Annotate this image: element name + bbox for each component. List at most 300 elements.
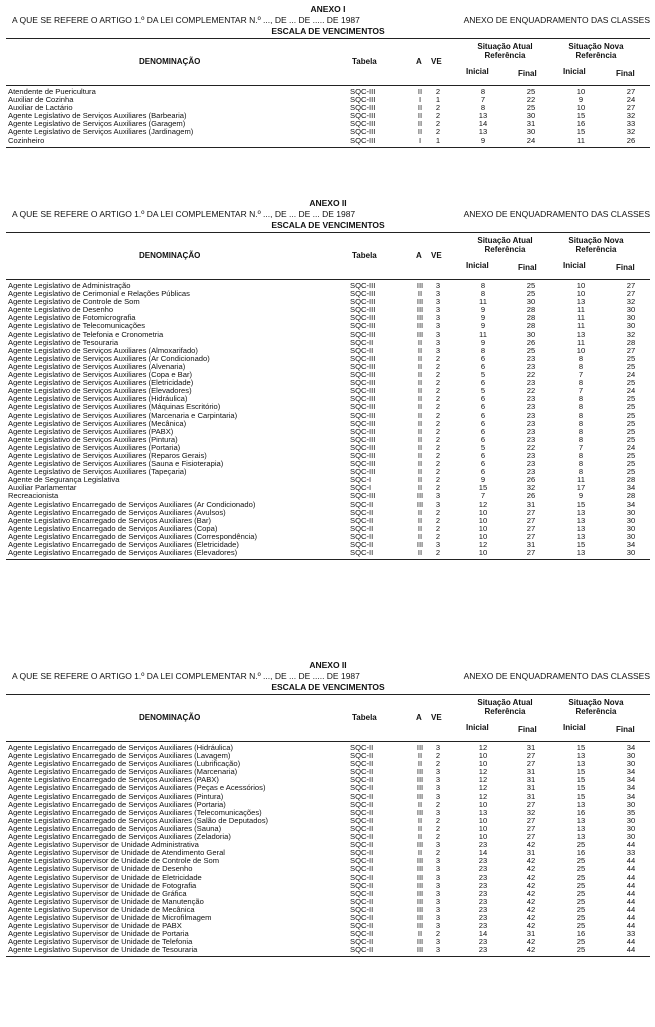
denominacao-cell: Agente Legislativo Encarregado de Serviços Auxiliares (Peças e Acessórios) [8, 783, 266, 793]
tabela-cell: SQC-II [350, 896, 374, 906]
atual-final-cell: 28 [526, 305, 536, 315]
tabela-cell: SQC-II [350, 799, 374, 809]
ve-cell: 2 [435, 361, 441, 371]
a-cell: III [416, 499, 424, 509]
atual-inicial-cell: 6 [480, 378, 486, 388]
atual-inicial-cell: 10 [478, 548, 488, 558]
enquadramento-title: ANEXO DE ENQUADRAMENTO DAS CLASSES [463, 209, 650, 219]
denominacao-cell: Agente Legislativo de Serviços Auxiliares (Ar Condicionado) [8, 353, 210, 363]
denominacao-cell: Agente Legislativo de Serviços Auxiliares (Barbearia) [8, 111, 187, 121]
atual-inicial-cell: 12 [478, 499, 488, 509]
ve-cell: 2 [435, 370, 441, 380]
nova-inicial-cell: 15 [576, 743, 586, 752]
nova-final-cell: 25 [626, 402, 636, 412]
situacao-nova-label: Situação Nova [568, 236, 624, 245]
denominacao-cell: Auxiliar de Cozinha [8, 95, 74, 105]
nova-inicial-cell: 7 [578, 370, 584, 380]
tabela-cell: SQC-III [350, 103, 376, 113]
atual-final-cell: 32 [526, 807, 536, 817]
a-cell: III [416, 921, 424, 931]
nova-final-cell: 44 [626, 840, 636, 850]
ve-cell: 2 [435, 111, 441, 121]
nova-inicial-cell: 8 [578, 434, 584, 444]
denominacao-cell: Agente Legislativo Encarregado de Serviços Auxiliares (Pintura) [8, 791, 224, 801]
nova-final-cell: 30 [626, 799, 636, 809]
nova-inicial-cell: 8 [578, 426, 584, 436]
tabela-cell: SQC-II [350, 872, 374, 882]
ve-cell: 2 [435, 378, 441, 388]
denominacao-cell: Agente Legislativo Encarregado de Serviços Auxiliares (Marcenaria) [8, 767, 238, 777]
denominacao-cell: Agente Legislativo de Serviços Auxiliares (Eletricidade) [8, 378, 194, 388]
denominacao-cell: Agente Legislativo Supervisor de Unidade de Telefonia [8, 937, 193, 947]
denominacao-cell: Agente Legislativo de Serviços Auxiliares (Almoxarifado) [8, 345, 198, 355]
atual-final-cell: 31 [526, 119, 536, 129]
denominacao-cell: Agente Legislativo Encarregado de Serviços Auxiliares (Avulsos) [8, 507, 226, 517]
denominacao-cell: Agente Legislativo de Serviços Auxiliares (Jardinagem) [8, 127, 194, 137]
ve-cell: 2 [435, 815, 441, 825]
denominacao-cell: Agente Legislativo de Telefonia e Cronometria [8, 329, 164, 339]
ve-cell: 2 [435, 386, 441, 396]
enquadramento-title: ANEXO DE ENQUADRAMENTO DAS CLASSES [463, 15, 650, 25]
atual-inicial-cell: 12 [478, 743, 488, 752]
denominacao-cell: Agente Legislativo de Serviços Auxiliares (PABX) [8, 426, 174, 436]
atual-inicial-cell: 9 [480, 313, 486, 323]
a-cell: II [417, 426, 423, 436]
tabela-cell: SQC-III [350, 410, 376, 420]
atual-inicial-cell: 5 [480, 386, 486, 396]
atual-final-cell: 42 [526, 864, 536, 874]
nova-final-cell: 25 [626, 353, 636, 363]
table-row [6, 137, 650, 145]
denominacao-cell: Agente Legislativo Supervisor de Unidade de Portaria [8, 929, 189, 939]
tabela-cell: SQC-III [350, 386, 376, 396]
nova-inicial-cell: 25 [576, 864, 586, 874]
atual-inicial-cell: 12 [478, 791, 488, 801]
denominacao-cell: Auxiliar Parlamentar [8, 483, 77, 493]
tabela-cell: SQC-III [350, 313, 376, 323]
atual-final-cell: 23 [526, 450, 536, 460]
tabela-cell: SQC-II [350, 904, 374, 914]
annex-header [6, 660, 650, 694]
nova-final-cell: 32 [626, 127, 636, 137]
a-cell: III [416, 775, 424, 785]
nova-inicial-cell: 13 [576, 507, 586, 517]
nova-final-cell: 30 [626, 751, 636, 761]
a-cell: II [417, 799, 423, 809]
denominacao-cell: Agente Legislativo Encarregado de Serviços Auxiliares (Elevadores) [8, 548, 238, 558]
atual-inicial-cell: 7 [480, 491, 486, 501]
atual-final-cell: 25 [526, 87, 536, 96]
denominacao-cell: Agente Legislativo de Serviços Auxiliares (Portaria) [8, 442, 181, 452]
situacao-nova-label: Situação Nova [568, 698, 624, 707]
tabela-cell: SQC-III [350, 442, 376, 452]
atual-final-cell: 30 [526, 127, 536, 137]
nova-inicial-cell: 16 [576, 929, 586, 939]
tabela-cell: SQC-III [350, 329, 376, 339]
tabela-cell: SQC-II [350, 791, 374, 801]
atual-final-cell: 42 [526, 904, 536, 914]
denominacao-cell: Agente Legislativo Encarregado de Serviços Auxiliares (Portaria) [8, 799, 226, 809]
tabela-cell: SQC-III [350, 305, 376, 315]
atual-final-cell: 31 [526, 791, 536, 801]
tabela-cell: SQC-I [350, 483, 372, 493]
ve-cell: 2 [435, 459, 441, 469]
a-cell: II [417, 442, 423, 452]
tabela-cell: SQC-III [350, 378, 376, 388]
table-row [6, 549, 650, 557]
atual-final-cell: 25 [526, 289, 536, 299]
atual-inicial-cell: 23 [478, 904, 488, 914]
nova-final-cell: 34 [626, 483, 636, 493]
denominacao-cell: Atendente de Puericultura [8, 87, 96, 96]
a-cell: III [416, 937, 424, 947]
atual-final-cell: 22 [526, 95, 536, 105]
atual-inicial-cell: 8 [480, 87, 486, 96]
ve-cell: 2 [435, 418, 441, 428]
a-cell: III [416, 945, 424, 955]
column-nova-final: Final [616, 725, 635, 734]
denominacao-cell: Agente Legislativo Supervisor de Unidade de Tesouraria [8, 945, 198, 955]
a-cell: III [416, 872, 424, 882]
denominacao-cell: Agente de Segurança Legislativa [8, 475, 120, 485]
column-headers [6, 232, 650, 280]
a-cell: II [417, 103, 423, 113]
nova-final-cell: 34 [626, 499, 636, 509]
atual-final-cell: 27 [526, 507, 536, 517]
situacao-atual-label: Situação Atual [477, 42, 533, 51]
denominacao-cell: Agente Legislativo Supervisor de Unidade de Eletricidade [8, 872, 202, 882]
ve-cell: 2 [435, 507, 441, 517]
nova-inicial-cell: 8 [578, 459, 584, 469]
denominacao-cell: Agente Legislativo Encarregado de Serviços Auxiliares (Eletricidade) [8, 540, 239, 549]
denominacao-cell: Agente Legislativo de Serviços Auxiliares (Copa e Bar) [8, 370, 193, 380]
nova-final-cell: 30 [626, 815, 636, 825]
escala-title: ESCALA DE VENCIMENTOS [271, 220, 385, 230]
ve-cell: 2 [435, 426, 441, 436]
column-situacao-nova [561, 42, 631, 60]
nova-inicial-cell: 10 [576, 289, 586, 299]
nova-final-cell: 24 [626, 95, 636, 105]
denominacao-cell: Agente Legislativo Supervisor de Unidade de Fotografia [8, 880, 197, 890]
ve-cell: 3 [435, 540, 441, 549]
nova-final-cell: 27 [626, 289, 636, 299]
a-cell: II [417, 815, 423, 825]
denominacao-cell: Agente Legislativo de Serviços Auxiliares (Pintura) [8, 434, 178, 444]
section-divider [6, 559, 650, 560]
nova-inicial-cell: 10 [576, 87, 586, 96]
atual-final-cell: 27 [526, 531, 536, 541]
atual-final-cell: 23 [526, 402, 536, 412]
denominacao-cell: Agente Legislativo Encarregado de Serviços Auxiliares (Salão de Deputados) [8, 815, 269, 825]
table-row [6, 484, 650, 492]
denominacao-cell: Agente Legislativo de Fotomicrografia [8, 313, 136, 323]
tabela-cell: SQC-II [350, 775, 374, 785]
nova-inicial-cell: 10 [576, 103, 586, 113]
nova-final-cell: 44 [626, 912, 636, 922]
denominacao-cell: Agente Legislativo de Serviços Auxiliares (Hidráulica) [8, 394, 188, 404]
ve-cell: 3 [435, 297, 441, 307]
nova-final-cell: 33 [626, 119, 636, 129]
denominacao-cell: Agente Legislativo de Serviços Auxiliares (Máquinas Escritório) [8, 402, 221, 412]
atual-final-cell: 25 [526, 281, 536, 290]
ve-cell: 2 [435, 442, 441, 452]
denominacao-cell: Agente Legislativo Encarregado de Serviços Auxiliares (Hidráulica) [8, 743, 233, 752]
atual-inicial-cell: 14 [478, 848, 488, 858]
nova-final-cell: 30 [626, 531, 636, 541]
denominacao-cell: Agente Legislativo de Serviços Auxiliares (Garagem) [8, 119, 186, 129]
nova-inicial-cell: 8 [578, 378, 584, 388]
denominacao-cell: Agente Legislativo Encarregado de Serviços Auxiliares (Lubrificação) [8, 759, 241, 769]
a-cell: III [416, 807, 424, 817]
nova-inicial-cell: 15 [576, 499, 586, 509]
tabela-cell: SQC-II [350, 499, 374, 509]
nova-final-cell: 44 [626, 937, 636, 947]
atual-final-cell: 30 [526, 329, 536, 339]
ve-cell: 2 [435, 515, 441, 525]
atual-final-cell: 27 [526, 823, 536, 833]
ve-cell: 2 [435, 450, 441, 460]
ve-cell: 2 [435, 119, 441, 129]
a-cell: III [416, 321, 424, 331]
ve-cell: 3 [435, 743, 441, 752]
ve-cell: 2 [435, 483, 441, 493]
atual-inicial-cell: 10 [478, 531, 488, 541]
ve-cell: 3 [435, 896, 441, 906]
nova-inicial-cell: 10 [576, 345, 586, 355]
nova-inicial-cell: 13 [576, 832, 586, 842]
nova-final-cell: 30 [626, 515, 636, 525]
a-cell: III [416, 864, 424, 874]
a-cell: III [416, 791, 424, 801]
a-cell: III [416, 904, 424, 914]
a-cell: III [416, 281, 424, 290]
nova-final-cell: 32 [626, 111, 636, 121]
annex-title: ANEXO I [310, 4, 346, 14]
atual-inicial-cell: 23 [478, 872, 488, 882]
atual-final-cell: 31 [526, 929, 536, 939]
a-cell: II [417, 410, 423, 420]
denominacao-cell: Agente Legislativo Supervisor de Unidade de Atendimento Geral [8, 848, 225, 858]
denominacao-cell: Agente Legislativo de Serviços Auxiliares (Reparos Gerais) [8, 450, 207, 460]
denominacao-cell: Agente Legislativo Encarregado de Serviços Auxiliares (Sauna) [8, 823, 222, 833]
a-cell: III [416, 743, 424, 752]
ve-cell: 3 [435, 880, 441, 890]
referencia-label: Referência [484, 51, 526, 60]
denominacao-cell: Agente Legislativo de Serviços Auxiliares (Marcenaria e Carpintaria) [8, 410, 238, 420]
nova-inicial-cell: 13 [576, 799, 586, 809]
ve-cell: 3 [435, 329, 441, 339]
a-cell: III [416, 305, 424, 315]
atual-inicial-cell: 23 [478, 912, 488, 922]
atual-final-cell: 42 [526, 945, 536, 955]
a-cell: II [417, 394, 423, 404]
nova-final-cell: 30 [626, 507, 636, 517]
nova-inicial-cell: 15 [576, 791, 586, 801]
ve-cell: 3 [435, 313, 441, 323]
nova-final-cell: 25 [626, 361, 636, 371]
denominacao-cell: Agente Legislativo Encarregado de Serviços Auxiliares (PABX) [8, 775, 219, 785]
a-cell: III [416, 888, 424, 898]
a-cell: II [417, 418, 423, 428]
nova-final-cell: 34 [626, 783, 636, 793]
tabela-cell: SQC-II [350, 848, 374, 858]
a-cell: II [417, 459, 423, 469]
atual-final-cell: 27 [526, 523, 536, 533]
column-nova-inicial: Inicial [563, 723, 586, 732]
nova-inicial-cell: 13 [576, 329, 586, 339]
atual-final-cell: 27 [526, 751, 536, 761]
nova-inicial-cell: 16 [576, 848, 586, 858]
nova-inicial-cell: 17 [576, 483, 586, 493]
nova-inicial-cell: 9 [578, 491, 584, 501]
a-cell: II [417, 467, 423, 477]
nova-inicial-cell: 15 [576, 783, 586, 793]
atual-inicial-cell: 10 [478, 815, 488, 825]
nova-inicial-cell: 10 [576, 281, 586, 290]
atual-final-cell: 24 [526, 135, 536, 145]
column-ve: VE [431, 251, 442, 260]
annex-section [6, 4, 650, 148]
situacao-atual-label: Situação Atual [477, 236, 533, 245]
atual-final-cell: 23 [526, 418, 536, 428]
nova-inicial-cell: 25 [576, 904, 586, 914]
tabela-cell: SQC-II [350, 767, 374, 777]
atual-final-cell: 26 [526, 491, 536, 501]
nova-inicial-cell: 25 [576, 888, 586, 898]
atual-final-cell: 27 [526, 799, 536, 809]
atual-final-cell: 42 [526, 856, 536, 866]
ve-cell: 2 [435, 402, 441, 412]
nova-inicial-cell: 15 [576, 775, 586, 785]
nova-final-cell: 24 [626, 370, 636, 380]
tabela-cell: SQC-II [350, 929, 374, 939]
denominacao-cell: Agente Legislativo de Cerimonial e Relações Públicas [8, 289, 190, 299]
a-cell: II [417, 111, 423, 121]
denominacao-cell: Agente Legislativo Supervisor de Unidade de PABX [8, 921, 182, 931]
a-cell: III [416, 329, 424, 339]
atual-final-cell: 23 [526, 410, 536, 420]
a-cell: II [417, 523, 423, 533]
table-body [6, 744, 650, 954]
nova-inicial-cell: 8 [578, 450, 584, 460]
nova-final-cell: 34 [626, 743, 636, 752]
atual-inicial-cell: 6 [480, 418, 486, 428]
tabela-cell: SQC-II [350, 515, 374, 525]
tabela-cell: SQC-II [350, 807, 374, 817]
denominacao-cell: Agente Legislativo Encarregado de Serviços Auxiliares (Zeladoria) [8, 832, 231, 842]
column-denominacao: DENOMINAÇÃO [139, 713, 201, 722]
atual-final-cell: 22 [526, 442, 536, 452]
column-a: A [416, 57, 422, 66]
referencia-label: Referência [575, 245, 617, 254]
atual-inicial-cell: 10 [478, 823, 488, 833]
atual-final-cell: 31 [526, 767, 536, 777]
nova-final-cell: 44 [626, 945, 636, 955]
nova-inicial-cell: 13 [576, 815, 586, 825]
nova-inicial-cell: 8 [578, 353, 584, 363]
denominacao-cell: Agente Legislativo Supervisor de Unidade de Mecânica [8, 904, 195, 914]
column-a: A [416, 713, 422, 722]
atual-inicial-cell: 12 [478, 767, 488, 777]
atual-inicial-cell: 6 [480, 426, 486, 436]
denominacao-cell: Agente Legislativo Encarregado de Serviços Auxiliares (Lavagem) [8, 751, 231, 761]
atual-inicial-cell: 6 [480, 410, 486, 420]
tabela-cell: SQC-II [350, 337, 374, 347]
atual-inicial-cell: 8 [480, 289, 486, 299]
a-cell: II [417, 345, 423, 355]
column-headers [6, 694, 650, 742]
escala-title: ESCALA DE VENCIMENTOS [271, 26, 385, 36]
ve-cell: 3 [435, 912, 441, 922]
a-cell: II [417, 378, 423, 388]
tabela-cell: SQC-III [350, 450, 376, 460]
nova-final-cell: 30 [626, 759, 636, 769]
nova-inicial-cell: 11 [577, 305, 585, 315]
referencia-label: Referência [484, 245, 526, 254]
atual-final-cell: 26 [526, 337, 536, 347]
tabela-cell: SQC-II [350, 523, 374, 533]
a-cell: II [417, 450, 423, 460]
ve-cell: 3 [435, 281, 441, 290]
tabela-cell: SQC-III [350, 321, 376, 331]
nova-final-cell: 34 [626, 767, 636, 777]
a-cell: II [417, 361, 423, 371]
ve-cell: 2 [435, 929, 441, 939]
atual-inicial-cell: 11 [479, 297, 487, 307]
denominacao-cell: Agente Legislativo de Serviços Auxiliares (Elevadores) [8, 386, 192, 396]
atual-final-cell: 27 [526, 548, 536, 558]
nova-inicial-cell: 13 [576, 531, 586, 541]
tabela-cell: SQC-III [350, 95, 376, 105]
annex-section [6, 198, 650, 560]
atual-final-cell: 22 [526, 386, 536, 396]
denominacao-cell: Agente Legislativo Supervisor de Unidade Administrativa [8, 840, 199, 850]
atual-final-cell: 25 [526, 103, 536, 113]
a-cell: II [417, 475, 423, 485]
nova-final-cell: 35 [626, 807, 636, 817]
column-atual-final: Final [518, 263, 537, 272]
atual-inicial-cell: 10 [478, 507, 488, 517]
a-cell: II [417, 434, 423, 444]
column-tabela: Tabela [352, 57, 377, 66]
a-cell: II [417, 507, 423, 517]
ve-cell: 3 [435, 775, 441, 785]
column-ve: VE [431, 713, 442, 722]
ve-cell: 2 [435, 434, 441, 444]
denominacao-cell: Agente Legislativo Encarregado de Serviços Auxiliares (Bar) [8, 515, 212, 525]
table-row [6, 476, 650, 484]
column-atual-inicial: Inicial [466, 67, 489, 76]
section-divider [6, 956, 650, 957]
atual-final-cell: 27 [526, 515, 536, 525]
nova-final-cell: 30 [626, 523, 636, 533]
ve-cell: 1 [435, 135, 441, 145]
atual-inicial-cell: 13 [478, 807, 488, 817]
a-cell: III [416, 896, 424, 906]
atual-final-cell: 22 [526, 370, 536, 380]
nova-final-cell: 27 [626, 345, 636, 355]
atual-final-cell: 42 [526, 880, 536, 890]
column-atual-final: Final [518, 69, 537, 78]
atual-inicial-cell: 9 [480, 135, 486, 145]
a-cell: III [416, 912, 424, 922]
nova-final-cell: 26 [626, 135, 636, 145]
tabela-cell: SQC-II [350, 921, 374, 931]
column-headers [6, 38, 650, 86]
atual-inicial-cell: 10 [478, 832, 488, 842]
nova-final-cell: 25 [626, 394, 636, 404]
a-cell: II [417, 370, 423, 380]
